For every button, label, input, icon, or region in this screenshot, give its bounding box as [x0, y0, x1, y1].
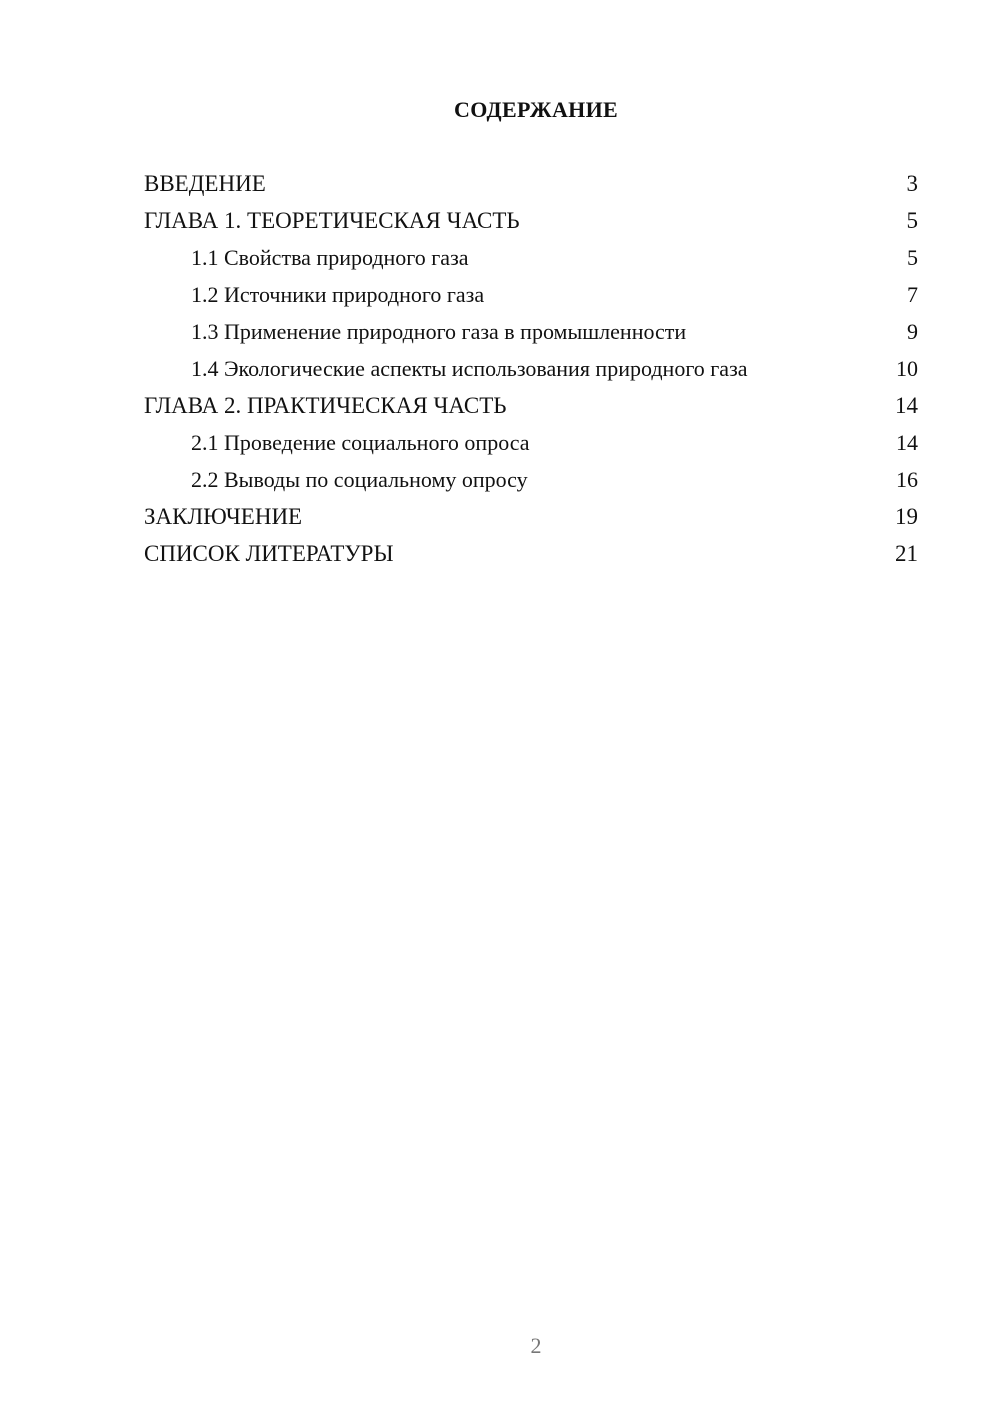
toc-item-page: 14	[896, 430, 918, 455]
toc-item-section-2-1[interactable]	[144, 429, 918, 456]
toc-item-label: ЗАКЛЮЧЕНИЕ	[144, 504, 303, 529]
toc-item-page: 5	[906, 208, 918, 233]
toc-item-page: 7	[907, 282, 918, 307]
toc-item-section-1-4[interactable]	[144, 355, 918, 382]
toc-item-page: 5	[907, 245, 918, 270]
toc-item-label: 2.1 Проведение социального опроса	[191, 430, 530, 455]
toc-item-references[interactable]	[144, 540, 918, 567]
toc-item-section-1-2[interactable]	[144, 281, 918, 308]
toc-item-section-2-2[interactable]	[144, 466, 918, 493]
toc-item-chapter-1[interactable]	[144, 207, 918, 234]
toc-title: СОДЕРЖАНИЕ	[454, 97, 618, 122]
toc-item-page: 3	[906, 171, 918, 196]
toc-item-introduction[interactable]	[144, 170, 918, 197]
toc-item-page: 16	[896, 467, 918, 492]
toc-item-label: ГЛАВА 2. ПРАКТИЧЕСКАЯ ЧАСТЬ	[144, 393, 507, 418]
toc-item-section-1-1[interactable]	[144, 244, 918, 271]
toc-item-label: 2.2 Выводы по социальному опросу	[191, 467, 528, 492]
toc-item-label: ГЛАВА 1. ТЕОРЕТИЧЕСКАЯ ЧАСТЬ	[144, 208, 520, 233]
toc-item-label: 1.1 Свойства природного газа	[191, 245, 469, 270]
toc-item-chapter-2[interactable]	[144, 392, 918, 419]
toc-item-page: 10	[896, 356, 918, 381]
toc-item-page: 19	[895, 504, 918, 529]
toc-item-conclusion[interactable]	[144, 503, 918, 530]
toc-item-page: 21	[895, 541, 918, 566]
table-of-contents	[144, 170, 918, 577]
toc-item-label: 1.2 Источники природного газа	[191, 282, 485, 307]
toc-item-page: 14	[895, 393, 918, 418]
page-number: 2	[530, 1333, 542, 1358]
toc-item-label: ВВЕДЕНИЕ	[144, 171, 266, 196]
toc-item-page: 9	[907, 319, 918, 344]
toc-item-label: СПИСОК ЛИТЕРАТУРЫ	[144, 541, 394, 566]
toc-item-section-1-3[interactable]	[144, 318, 918, 345]
toc-item-label: 1.3 Применение природного газа в промышленности	[191, 319, 687, 344]
toc-item-label: 1.4 Экологические аспекты использования природного газа	[191, 356, 748, 381]
